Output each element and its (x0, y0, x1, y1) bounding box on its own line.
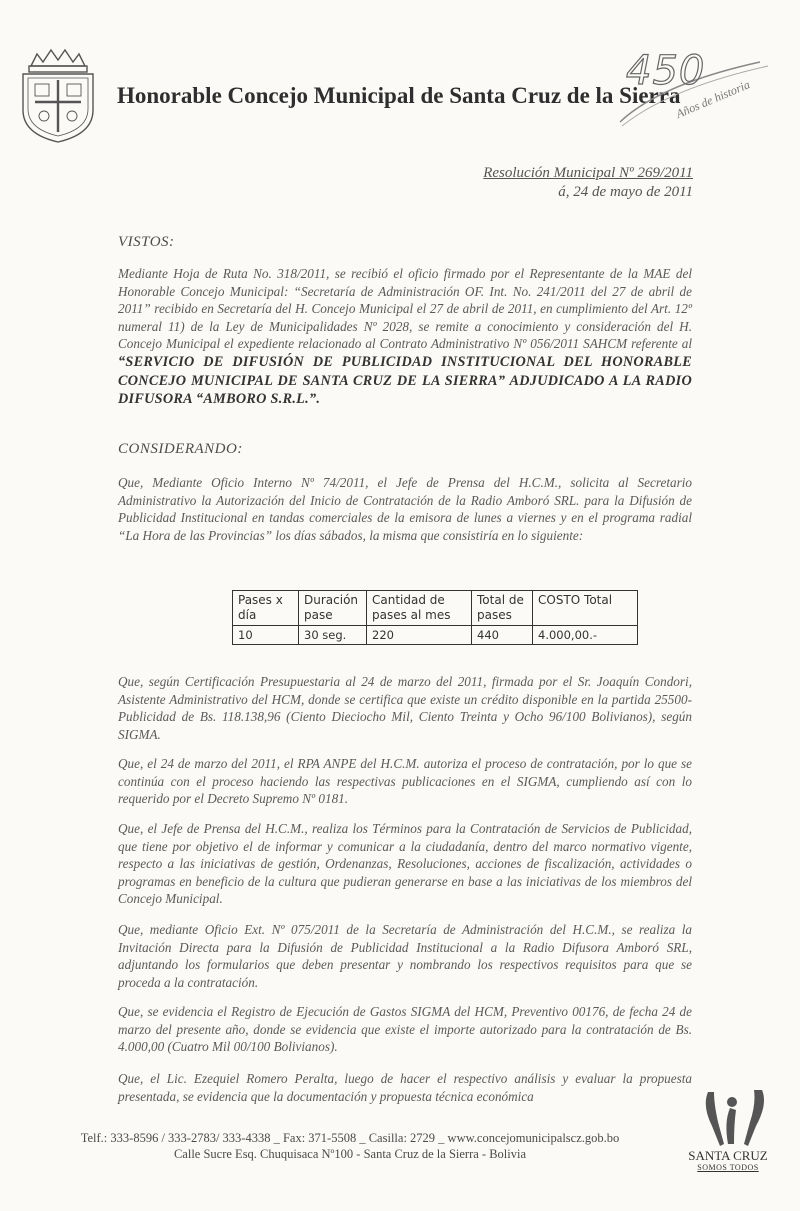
table-cell: 220 (367, 626, 472, 645)
considerando-paragraph-1: Que, Mediante Oficio Interno Nº 74/2011, el Jefe de Prensa del H.C.M., solicita al Secretario Administrativo la Autorización del Inicio de Contratación de la Radio Amboró SRL. para la Difusión de Publicidad Institucional en tandas comerciales de la emisora de lunes a viernes y en el programa radial “La Hora de las Provincias” los días sábados, la misma que consistiría en lo siguiente: (118, 475, 692, 543)
table-cell: 4.000,00.- (533, 626, 638, 645)
resolution-date: á, 24 de mayo de 2011 (558, 184, 693, 200)
considerando-paragraph-5: Que, mediante Oficio Ext. Nº 075/2011 de la Secretaría de Administración del H.C.M., se realiza la Invitación Directa para la Difusión de Publicidad Institucional a la Radio Difusora Amboró SRL, adjuntando los formularios que deben presentar y nombrando los respectivos requisitos para que se proceda a la contratación. (118, 922, 692, 990)
anniversary-logo (600, 44, 770, 134)
logo-name: SANTA CRUZ (688, 1148, 768, 1163)
logo-tagline: SOMOS TODOS (697, 1163, 759, 1172)
vistos-text: Mediante Hoja de Ruta No. 318/2011, se recibió el oficio firmado por el Representante de la MAE del Honorable Concejo Municipal: “Secretaría de Administración OF. Int. No. 241/2011 del 27 de abril de 2011” recibido en Secretaría del H. Concejo Municipal el 27 de abril de 2011, en cumplimiento del Art. 12º numeral 11) de la Ley de Municipalidades Nº 2028, se remite a conocimiento y consideración del H. Concejo Municipal el expediente relacionado al Contrato Administrativo Nº 056/2011 SAHCM referente al (118, 266, 692, 352)
costs-table (232, 590, 638, 645)
table-cell: 30 seg. (299, 626, 367, 645)
table-header-cell: Pases x día (233, 591, 299, 626)
table-header-cell: Cantidad de pases al mes (367, 591, 472, 626)
footer-address-line: Calle Sucre Esq. Chuquisaca Nº100 - Santa Cruz de la Sierra - Bolivia (173, 1147, 527, 1161)
considerando-paragraph-6: Que, se evidencia el Registro de Ejecución de Gastos SIGMA del HCM, Preventivo 00176, de fecha 24 de marzo del presente año, donde se evidencia que existe el importe autorizado para la contratación de Bs. 4.000,00 (Cuatro Mil 00/100 Bolivianos). (118, 1004, 692, 1055)
santa-cruz-logo-text (688, 1150, 768, 1174)
table-header-cell: Duración pase (299, 591, 367, 626)
coat-of-arms-icon (17, 48, 99, 144)
table-cell: 440 (472, 626, 533, 645)
table-cell: 10 (233, 626, 299, 645)
table-header-row (233, 591, 638, 626)
council-name: Honorable Concejo Municipal de Santa Cruz de la Sierra (117, 83, 681, 108)
anniversary-subtitle: Años de historia (674, 77, 752, 121)
table-row (233, 626, 638, 645)
vistos-paragraph (118, 265, 692, 409)
considerando-paragraph-2: Que, según Certificación Presupuestaria al 24 de marzo del 2011, firmada por el Sr. Joaquín Condori, Asistente Administrativo del HCM, donde se certifica que existe un crédito disponible en la partida 25500-Publicidad de Bs. 118.138,96 (Ciento Dieciocho Mil, Ciento Treinta y Ocho 96/100 Bolivianos), según SIGMA. (118, 674, 692, 742)
table-header-cell: Total de pases (472, 591, 533, 626)
resolution-heading (483, 164, 693, 202)
footer-contact-line: Telf.: 333-8596 / 333-2783/ 333-4338 _ Fax: 371-5508 _ Casilla: 2729 _ www.concejomunicipalscz.gob.bo (80, 1131, 620, 1145)
footer (30, 1130, 670, 1162)
considerando-heading: CONSIDERANDO: (118, 441, 243, 457)
table-header-cell: COSTO Total (533, 591, 638, 626)
considerando-paragraph-4: Que, el Jefe de Prensa del H.C.M., realiza los Términos para la Contratación de Servicios de Publicidad, que tiene por objetivo el de informar y comunicar a la ciudadanía, dentro del marco normativo vigente, respecto a las iniciativas de gestión, Ordenanzas, Resoluciones, acciones de fiscalización, actividades o programas en beneficio de la cultura que pudieran generarse en base a las iniciativas de los miembros del Concejo Municipal. (118, 821, 692, 907)
vistos-bold-text: “SERVICIO DE DIFUSIÓN DE PUBLICIDAD INSTITUCIONAL DEL HONORABLE CONCEJO MUNICIPAL DE SANTA CRUZ DE LA SIERRA” ADJUDICADO A LA RADIO DIFUSORA “AMBORO S.R.L.”. (118, 353, 692, 408)
considerando-paragraph-3: Que, el 24 de marzo del 2011, el RPA ANPE del H.C.M. autoriza el proceso de contratación, por lo que se continúa con el proceso haciendo las respectivas publicaciones en el SIGMA, cumpliendo así con lo requerido por el Decreto Supremo Nº 0181. (118, 756, 692, 807)
anniversary-number: 450 (626, 48, 706, 94)
considerando-paragraph-7: Que, el Lic. Ezequiel Romero Peralta, luego de hacer el respectivo análisis y evaluar la propuesta presentada, se evidencia que la documentación y propuesta técnica económica (118, 1071, 692, 1104)
vistos-heading: VISTOS: (118, 234, 175, 250)
resolution-title: Resolución Municipal Nº 269/2011 (483, 165, 693, 181)
